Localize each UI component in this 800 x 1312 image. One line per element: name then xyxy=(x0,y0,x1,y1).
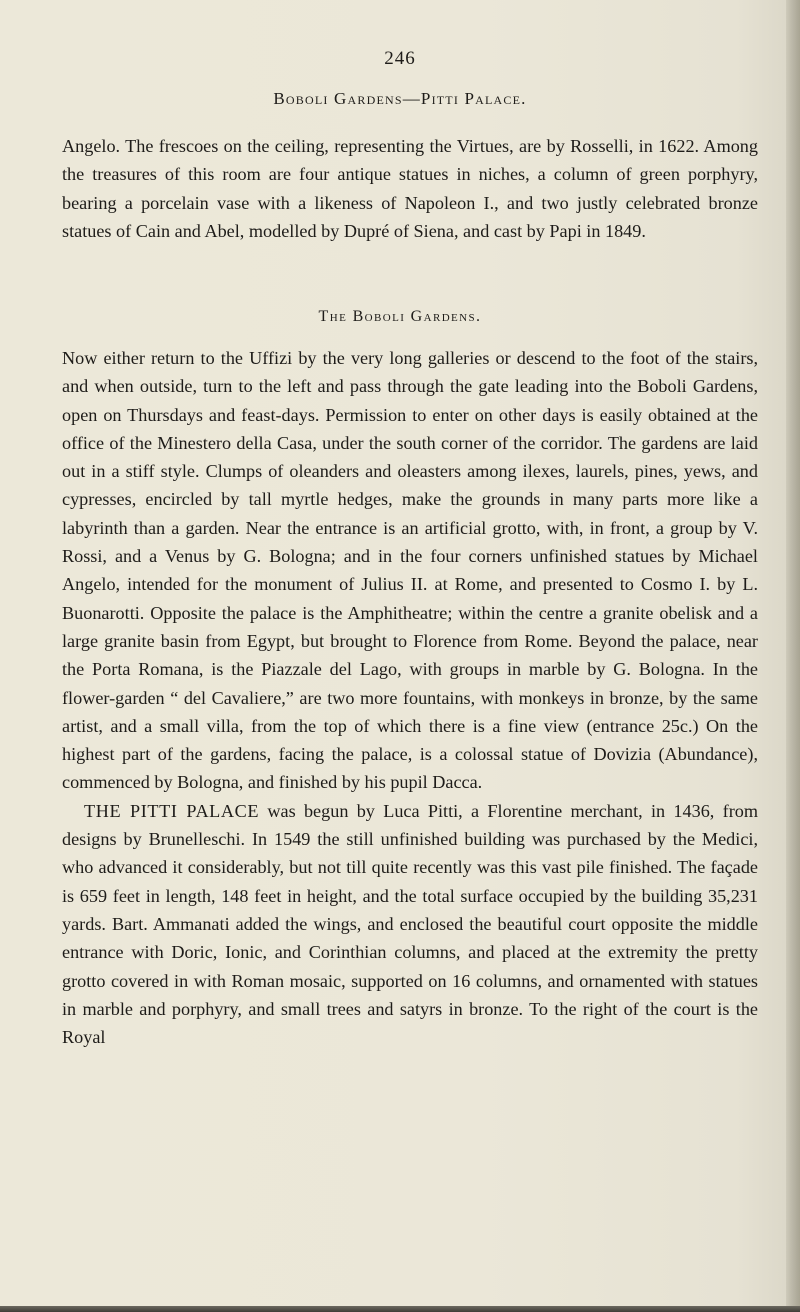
page-edge-shadow xyxy=(786,0,800,1312)
paragraph: Angelo. The frescoes on the ceiling, representing the Virtues, are by Rosselli, in 1622. Among the treasures of this room are four antique statues in niches, a column of green porphyry, bearing a porcelain vase with a likeness of Napoleon I., and two justly celebrated bronze statues of Cain and Abel, modelled by Dupré of Siena, and cast by Papi in 1849. xyxy=(62,136,758,241)
paragraph-boboli: Now either return to the Uffizi by the very long galleries or descend to the foot of the stairs, and when outside, turn to the left and pass through the gate leading into the Boboli Gardens, open on Thursdays and feast-days. Permission to enter on other days is easily obtained at the office of the Minestero della Casa, under the south corner of the corridor. The gardens are laid out in a stiff style. Clumps of oleanders and oleasters among ilexes, laurels, pines, yews, and cypresses, encircled by tall myrtle hedges, make the grounds in many parts more like a labyrinth than a garden. Near the entrance is an artificial grotto, with, in front, a group by V. Rossi, and a Venus by G. Bologna; and in the four corners unfinished statues by Michael Angelo, intended for the monument of Julius II. at Rome, and presented to Cosmo I. by L. Buonarotti. Opposite the palace is the Amphitheatre; within the centre a granite obelisk and a large granite basin from Egypt, but brought to Florence from Rome. Beyond the palace, near the Porta Romana, is the Piazzale del Lago, with groups in marble by G. Bologna. In the flower-garden “ del Cavaliere,” are two more fountains, with monkeys in bronze, by the same artist, and a small villa, from the top of which there is a fine view (entrance 25c.) On the highest part of the gardens, facing the palace, is a colossal statue of Dovizia (Abundance), commenced by Bologna, and finished by his pupil Dacca. xyxy=(62,348,758,793)
paragraph-pitti xyxy=(62,797,758,1052)
running-head: Boboli Gardens—Pitti Palace. xyxy=(273,89,527,108)
page-number: 246 xyxy=(384,48,416,69)
section-body xyxy=(62,344,758,1051)
bottom-edge xyxy=(0,1306,800,1312)
section-heading: The Boboli Gardens. xyxy=(318,308,482,325)
opening-paragraph-block xyxy=(62,132,758,245)
paragraph-lead: THE PITTI PALACE xyxy=(84,800,260,821)
paragraph-text: was begun by Luca Pitti, a Florentine merchant, in 1436, from designs by Brunelleschi. In 1549 the still unfinished building was purchased by the Medici, who advanced it considerably, but not till quite recently was this vast pile finished. The façade is 659 feet in length, 148 feet in height, and the total surface occupied by the building 35,231 yards. Bart. Ammanati added the wings, and enclosed the beautiful court opposite the middle entrance with Doric, Ionic, and Corinthian columns, and placed at the extremity the pretty grotto covered in with Roman mosaic, supported on 16 columns, and ornamented with statues in marble and porphyry, and small trees and satyrs in bronze. To the right of the court is the Royal xyxy=(62,800,758,1048)
